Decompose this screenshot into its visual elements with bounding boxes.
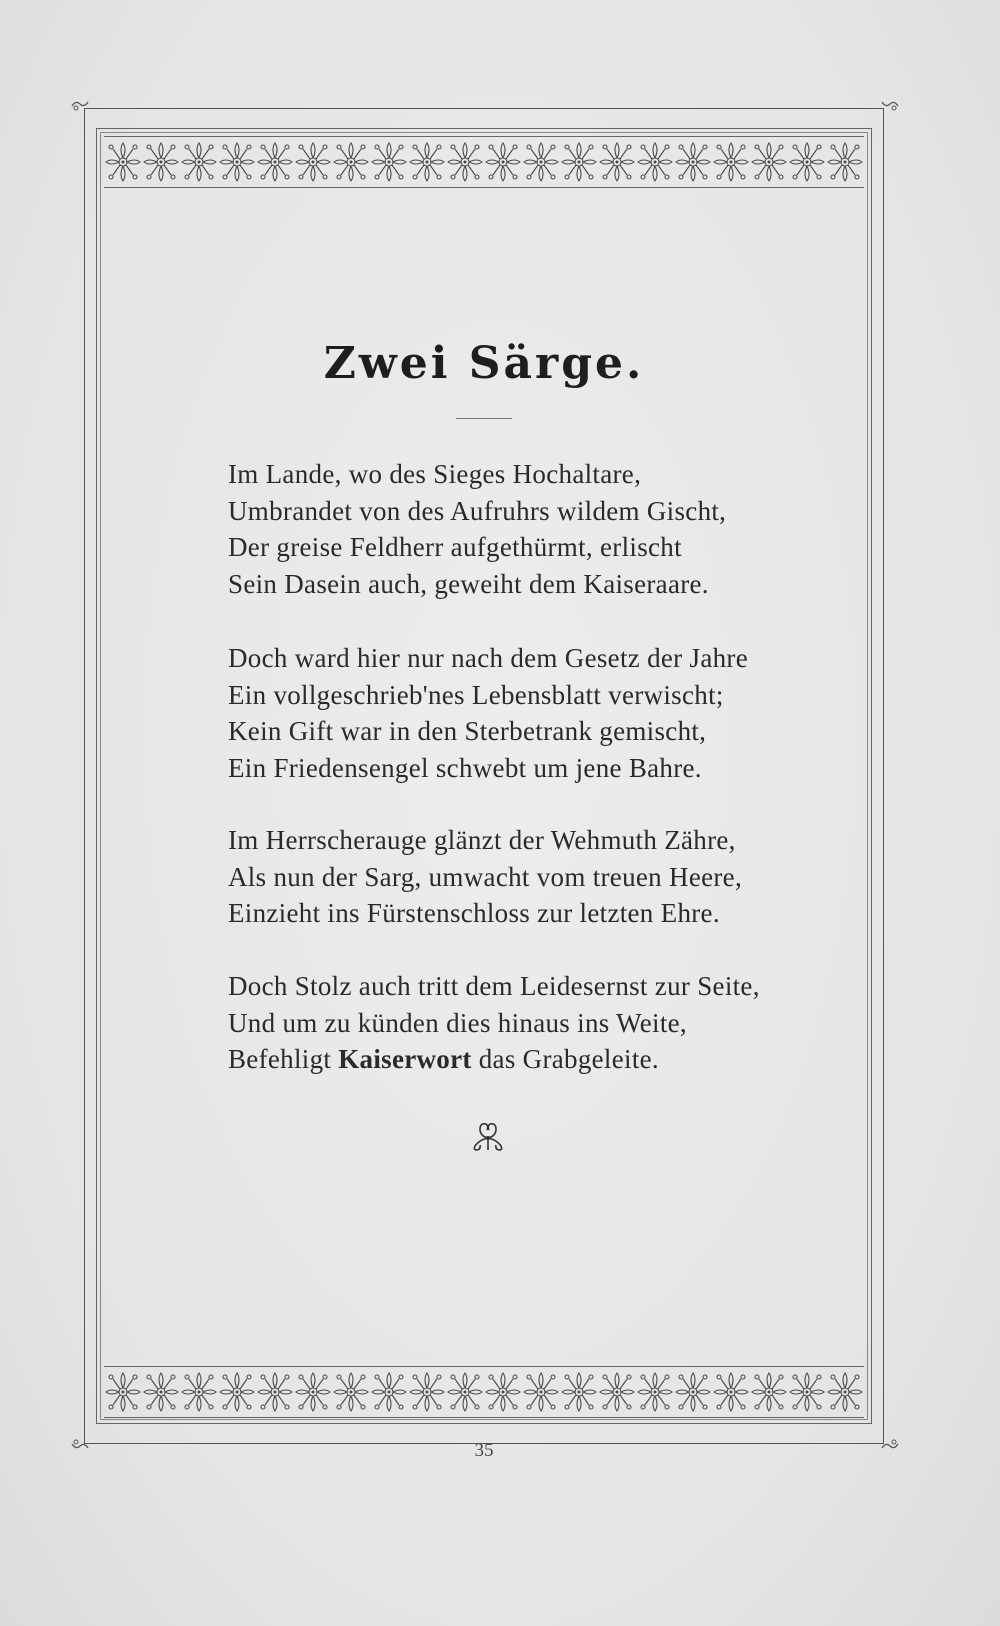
poem-line: Ein Friedensengel schwebt um jene Bahre. — [228, 752, 702, 783]
poem-line: Im Herrscherauge glänzt der Wehmuth Zähre, — [228, 825, 736, 855]
poem-line: Umbrandet von des Aufruhrs wildem Gischt, — [228, 495, 727, 526]
poem-line-segment: Befehligt — [228, 1044, 339, 1074]
emphasized-word: Kaiserwort — [338, 1044, 472, 1074]
poem-line: Als nun der Sarg, umwacht vom treuen Heere, — [228, 861, 743, 892]
poem-line: Kein Gift war in den Sterbetrank gemischt, — [228, 716, 707, 746]
poem-line: Der greise Feldherr aufgethürmt, erlischt — [228, 532, 682, 562]
poem-line: Sein Dasein auch, geweiht dem Kaiseraare. — [228, 568, 709, 599]
poem-line-last — [228, 1041, 788, 1078]
poem-line: Und um zu künden dies hinaus ins Weite, — [228, 1007, 687, 1038]
fleuron-ornament-icon — [468, 1118, 508, 1154]
page-number: 35 — [474, 1440, 494, 1461]
title-divider — [456, 418, 512, 419]
corner-ornament-icon — [880, 96, 900, 116]
corner-ornament-icon — [70, 96, 90, 116]
poem-line: Einzieht ins Fürstenschloss zur letzten Ehre. — [228, 898, 720, 928]
stanza-2 — [228, 640, 788, 786]
stanza-4 — [228, 968, 788, 1078]
poem-line: Doch Stolz auch tritt dem Leidesernst zur Seite, — [228, 971, 760, 1001]
stanza-3 — [228, 822, 788, 932]
poem-title: Zwei Särge. — [323, 338, 645, 389]
poem-line: Im Lande, wo des Sieges Hochaltare, — [228, 459, 642, 489]
ornamental-band-bottom — [104, 1366, 864, 1418]
ornamental-band-top — [104, 136, 864, 188]
poem-line: Doch ward hier nur nach dem Gesetz der Jahre — [228, 643, 748, 673]
poem-line: Ein vollgeschrieb'nes Lebensblatt verwischt; — [228, 679, 724, 710]
poem-line-segment: das Grabgeleite. — [471, 1044, 659, 1074]
stanza-1 — [228, 456, 788, 602]
